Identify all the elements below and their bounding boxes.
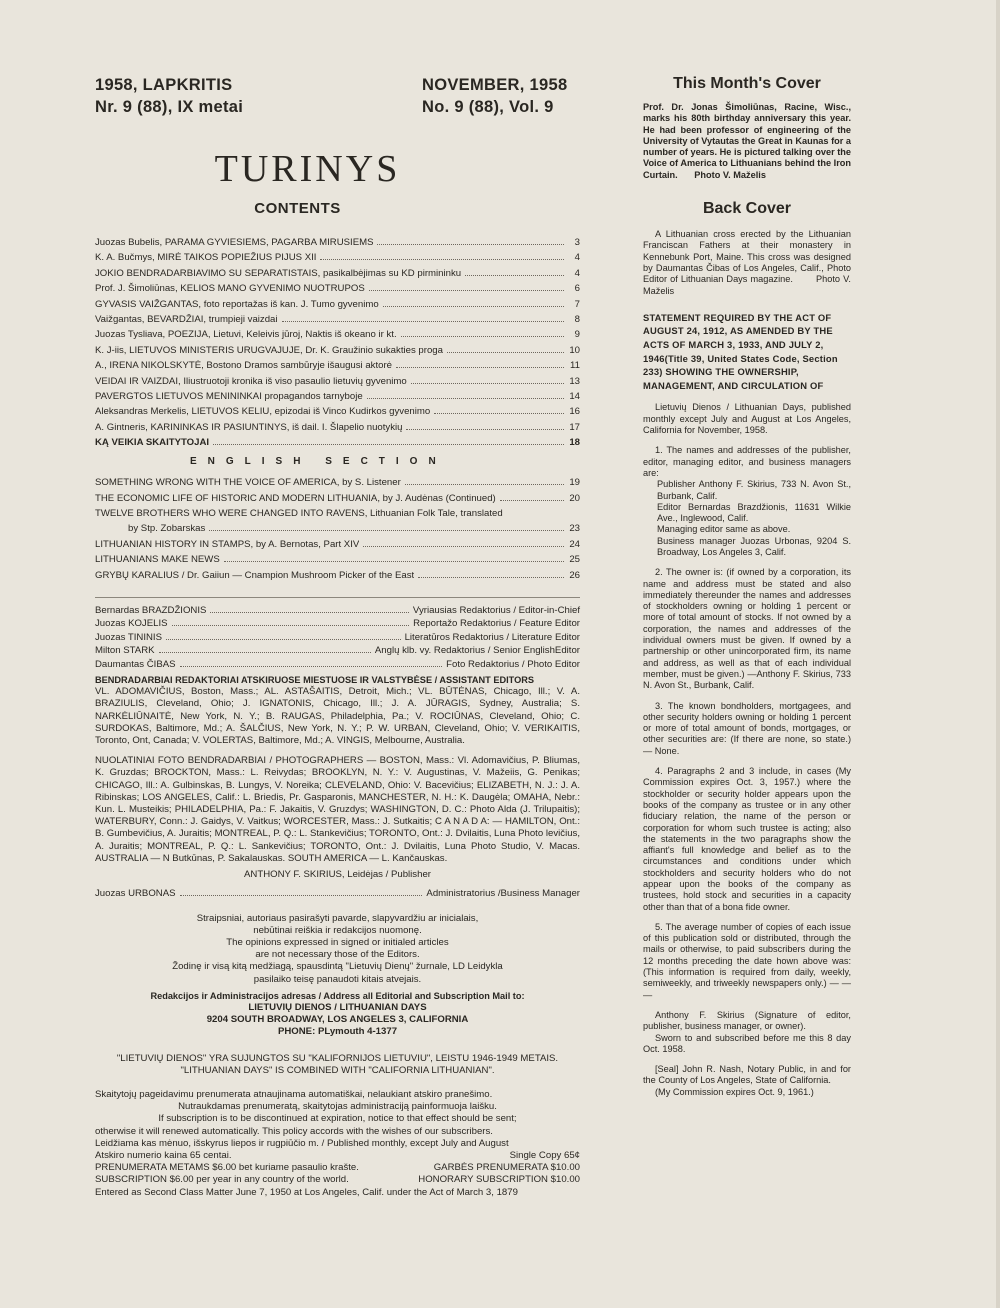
- disclaimer-line: Žodinę ir visą kitą medžiagą, spausdintą "Lietuvių Dienų" žurnale, LD Leidykla: [172, 961, 503, 973]
- staff-row: Daumantas ČIBAS Foto Redaktorius / Photo Editor: [95, 658, 580, 670]
- toc-row[interactable]: GRYBŲ KARALIUS / Dr. Gaiiun — Cnampion Mushroom Picker of the East 26: [95, 569, 580, 581]
- subscription-line: Nutraukdamas prenumeratą, skaitytojas administraciją painformuoja laišku.: [178, 1101, 497, 1113]
- toc-row[interactable]: KĄ VEIKIA SKAITYTOJAI 18: [95, 437, 580, 449]
- left-column: [95, 74, 580, 1199]
- toc-row[interactable]: A. Gintneris, KARININKAS IR PASIUNTINYS, iš dail. I. Šlapelio nuotykių 17: [95, 421, 580, 433]
- masthead-lt-issue: Nr. 9 (88), IX metai: [95, 98, 244, 116]
- statement-paragraph: 2. The owner is: (if owned by a corporation, its name and address must be stated and also immediately thereunder the names and addresses of stockholders owning or holding 1 percent or more of total amount of stocks. If not owned by a corporation, the names and addresses of the individual owners must be given. If owned by a partnership or other unincorporated firm, its name and address, as well as that of each individual member, must be given.) —Anthony F. Skirius, 733 N. Avon St., Burbank, Calif.: [643, 567, 851, 691]
- toc-row[interactable]: K. A. Bučmys, MIRĖ TAIKOS POPIEŽIUS PIJUS XII 4: [95, 252, 580, 264]
- cover-credit: Photo V. Maželis: [694, 169, 766, 180]
- statement-seal: [Seal] John R. Nash, Notary Public, in and for the County of Los Angeles, State of California.: [643, 1064, 851, 1086]
- toc-row[interactable]: THE ECONOMIC LIFE OF HISTORIC AND MODERN LITHUANIA, by J. Audėnas (Continued) 20: [95, 492, 580, 504]
- address-line: LIETUVIŲ DIENOS / LITHUANIAN DAYS: [248, 1002, 427, 1014]
- statement-body: [643, 402, 851, 1098]
- photographers-list: — BOSTON, Mass.: Vl. Adomavičius, P. Bliumas, K. Gruzdas; BROCKTON, Mass.: L. Reivydas; BROOKLYN, N. Y.: V. Augustinas, V. Mažeiis, G. Penikas; CHICAGO, Ill.: A. Gulbinskas, B. Lungys, V. Noreika; CLEVELAND, Ohio: V. Bacevičius; ELIZABETH, N. J.: J. A. Ribinskas; LOS ANGELES, Calif.: L. Briedis, Pr. Gasparonis, MANCHESTER, N. H.: K. Daugėla; OMAHA, Nebr.: Kun. L. Musteikis; PHILADELPHIA, Pa.: F. Jakaitis, V. Gruzdys; WASHINGTON, D. C.: Photo Alda (J. Trilupaitis); WATERBURY, Conn.: J. Gaidys, V. Vaitkus; WORCESTER, Mass.: J. Sutkaitis; C A N A D A: — HAMILTON, Ont.: B. Gumbevičius, A. Juraitis; MONTREAL, P. Q.: L. Stankevičius; TORONTO, Ont.: J. Dvilaitis, Luna Photo levičius, A. Juraitis; MONTREAL, P. Q.: L. Sankevičius; TORONTO, Ont.: J. Dvilaitis, Luna Photo Studio, V. Macas. AUSTRALIA — N Butkūnas, P. Sakalauskas. SOUTH AMERICA — L. Kančauskas.: [95, 755, 580, 864]
- subscription-line: otherwise it will renewed automatically. This policy accords with the wishes of our subscribers.: [95, 1125, 493, 1137]
- statement-signature: Anthony F. Skirius (Signature of editor, publisher, business manager, or owner).: [643, 1009, 851, 1032]
- toc-row[interactable]: by Stp. Zobarskas 23: [128, 523, 580, 535]
- subscription-line: PRENUMERATA METAMS $6.00 bet kuriame pasaulio krašte.: [95, 1162, 359, 1174]
- statement-paragraph: Managing editor same as above.: [657, 524, 791, 535]
- disclaimer-line: The opinions expressed in signed or initialed articles: [226, 937, 449, 949]
- toc-row[interactable]: Vaižgantas, BEVARDŽIAI, trumpieji vaizdai 8: [95, 314, 580, 326]
- masthead: [95, 74, 580, 120]
- publisher-line: ANTHONY F. SKIRIUS, Leidėjas / Publisher: [244, 869, 431, 881]
- toc-row[interactable]: K. J-iis, LIETUVOS MINISTERIS URUGVAJUJE, Dr. K. Graužinio sukakties proga 10: [95, 344, 580, 356]
- subscription-info: [95, 1089, 580, 1199]
- statement-paragraph: Editor Bernardas Brazdžionis, 11631 Wilkie Ave., Inglewood, Calif.: [657, 501, 851, 524]
- statement-paragraph: 1. The names and addresses of the publisher, editor, managing editor, and business managers are:: [643, 445, 851, 478]
- toc-row[interactable]: LITHUANIAN HISTORY IN STAMPS, by A. Bernotas, Part XIV 24: [95, 538, 580, 550]
- toc-row[interactable]: JOKIO BENDRADARBIAVIMO SU SEPARATISTAIS, pasikalbėjimas su KD pirmininku 4: [95, 267, 580, 279]
- subscription-line: SUBSCRIPTION $6.00 per year in any country of the world.: [95, 1174, 349, 1186]
- statement-paragraph: Business manager Juozas Urbonas, 9204 S. Broadway, Los Angeles 3, Calif.: [657, 535, 851, 557]
- cover-heading: This Month's Cover: [673, 75, 821, 92]
- disclaimer: [95, 913, 580, 986]
- right-column: [643, 74, 851, 1098]
- english-section-heading: ENGLISH SECTION: [190, 455, 447, 467]
- back-cover-description: [643, 229, 851, 297]
- statement-heading: STATEMENT REQUIRED BY THE ACT OF AUGUST 24, 1912, AS AMENDED BY THE ACTS OF MARCH 3, 1933, AND JULY 2, 1946(Title 39, United States Code, Section 233) SHOWING THE OWNERSHIP, MANAGEMENT, AND CIRCULATION OF: [643, 311, 838, 391]
- subscription-line: GARBĖS PRENUMERATA $10.00: [433, 1162, 580, 1174]
- statement-paragraph: Publisher Anthony F. Skirius, 733 N. Avon St., Burbank, Calif.: [657, 479, 851, 501]
- disclaimer-line: are not necessary those of the Editors.: [255, 949, 420, 961]
- address-line: 9204 SOUTH BROADWAY, LOS ANGELES 3, CALIFORNIA: [206, 1014, 469, 1026]
- editorial-staff: [95, 604, 580, 671]
- staff-row: Juozas TININIS Literatūros Redaktorius / Literature Editor: [95, 631, 580, 643]
- subscription-line: Single Copy 65¢: [509, 1150, 580, 1162]
- merge-line: "LIETUVIŲ DIENOS" YRA SUJUNGTOS SU "KALIFORNIJOS LIETUVIU", LEISTU 1946-1949 METAIS.: [116, 1052, 559, 1064]
- toc-row[interactable]: VEIDAI IR VAIZDAI, Iliustruotoji kronika iš viso pasaulio lietuvių gyvenimo 13: [95, 375, 580, 387]
- back-cover-credit: Photo V. Maželis: [643, 274, 851, 296]
- cover-description: [643, 102, 851, 181]
- page-title: TURINYS: [214, 148, 401, 190]
- toc-row[interactable]: TWELVE BROTHERS WHO WERE CHANGED INTO RAVENS, Lithuanian Folk Tale, translated: [95, 507, 503, 519]
- business-manager: [95, 887, 580, 900]
- statement-paragraph: 4. Paragraphs 2 and 3 include, in cases (My Commission expires Oct. 3, 1957.) where the stockholder or security holder appears upon the books of the company as trustee or in any other fiduciary relation, the name of the person or corporation for whom such trustee is acting; also the statements in the two paragraphs show the affiant's full knowledge and belief as to the circumstances and conditions under which stockholders and security holders who do not appear upon the books of the company as trustees, hold stock and securities in a capacity other than that of a bona fide owner.: [643, 766, 851, 912]
- back-cover-text: A Lithuanian cross erected by the Lithuanian Franciscan Fathers at their monastery in Kennebunk Port, Maine. This cross was designed by Daumantas Čibas of Los Angeles, Calif., Photo Editor of Lithuanian Days magazine.: [643, 229, 851, 285]
- merge-line: "LITHUANIAN DAYS" IS COMBINED WITH "CALIFORNIA LITHUANIAN".: [180, 1064, 495, 1076]
- back-cover-heading: Back Cover: [702, 200, 792, 218]
- subscription-line: Skaitytojų pageidavimu prenumerata atnaujinama automatiškai, nelaukiant atskiro pranešimo.: [95, 1089, 493, 1101]
- merge-notice: [95, 1053, 580, 1077]
- toc-row[interactable]: Juozas Tysliava, POEZIJA, Lietuvi, Keleivis jūroj, Naktis iš okeano ir kt. 9: [95, 329, 580, 341]
- subscription-line: Entered as Second Class Matter June 7, 1950 at Los Angeles, Calif. under the Act of March 3, 1879: [95, 1186, 518, 1198]
- toc-row[interactable]: LITHUANIANS MAKE NEWS 25: [95, 554, 580, 566]
- masthead-en-date: NOVEMBER, 1958: [422, 76, 568, 94]
- staff-row: Juozas URBONAS Administratorius /Business Manager: [95, 888, 580, 900]
- phone-line: PHONE: PLymouth 4-1377: [277, 1026, 398, 1038]
- staff-row: Juozas KOJELIS Reportažo Redaktorius / Feature Editor: [95, 618, 580, 630]
- masthead-lt-date: 1958, LAPKRITIS: [95, 76, 233, 94]
- statement-commission: (My Commission expires Oct. 9, 1961.): [655, 1086, 814, 1097]
- statement-paragraph: 3. The known bondholders, mortgagees, and other security holders owning or holding 1 percent or more of total amount of bonds, mortgages, or other securities are: (If there are none, so state.) — None.: [643, 700, 851, 756]
- table-of-contents: [95, 235, 580, 583]
- staff-row: Milton STARK Anglų klb. vy. Redaktorius / Senior EnglishEditor: [95, 645, 580, 657]
- toc-row[interactable]: Aleksandras Merkelis, LIETUVOS KELIU, epizodai iš Vinco Kudirkos gyvenimo 16: [95, 406, 580, 418]
- statement-paragraph: 5. The average number of copies of each issue of this publication sold or distributed, through the mails or otherwise, to paid subscribers during the 12 months preceding the date hown above was: (This information is required from daily, weekly, semiweekly, and triweekly newspapers only.) — — —: [643, 921, 851, 1000]
- subscription-line: Atskiro numerio kaina 65 centai.: [95, 1150, 232, 1162]
- staff-row: Bernardas BRAZDŽIONIS Vyriausias Redaktorius / Editor-in-Chief: [95, 604, 580, 616]
- toc-row[interactable]: SOMETHING WRONG WITH THE VOICE OF AMERICA, by S. Listener 19: [95, 477, 580, 489]
- disclaimer-line: Straipsniai, autoriaus pasirašyti pavarde, slapyvardžiu ar inicialais,: [196, 912, 479, 924]
- assistant-editors: [95, 674, 580, 747]
- toc-row[interactable]: A., IRENA NIKOLSKYTĖ, Bostono Dramos sambūryje išaugusi aktorė 11: [95, 360, 580, 372]
- disclaimer-line: pasilaiko teisę panaudoti kitais atvejais.: [253, 973, 422, 985]
- page-subtitle: CONTENTS: [254, 200, 341, 217]
- divider: [95, 597, 580, 598]
- subscription-line: If subscription is to be discontinued at expiration, notice to that effect should be sent;: [158, 1113, 517, 1125]
- photographers-heading: NUOLATINIAI FOTO BENDRADARBIAI / PHOTOGRAPHERS: [95, 755, 364, 767]
- subscription-line: Leidžiama kas mėnuo, išskyrus liepos ir rugpiūčio m. / Published monthly, except July and August: [95, 1137, 509, 1149]
- photographers: [95, 755, 580, 865]
- statement-paragraph: Lietuvių Dienos / Lithuanian Days, published monthly except July and August at Los Angeles, California for November, 1958.: [643, 402, 851, 436]
- toc-row[interactable]: Prof. J. Šimoliūnas, KELIOS MANO GYVENIMO NUOTRUPOS 6: [95, 283, 580, 295]
- page-edge: [996, 0, 1000, 1308]
- statement-sworn: Sworn to and subscribed before me this 8 day Oct. 1958.: [643, 1032, 851, 1054]
- disclaimer-line: nebūtinai reiškia ir redakcijos nuomonę.: [253, 924, 422, 936]
- address-block: [95, 990, 580, 1039]
- toc-row[interactable]: PAVERGTOS LIETUVOS MENININKAI propagandos tarnyboje 14: [95, 391, 580, 403]
- masthead-en-issue: No. 9 (88), Vol. 9: [422, 98, 554, 116]
- assistant-editors-heading: BENDRADARBIAI REDAKTORIAI ATSKIRUOSE MIESTUOSE IR VALSTYBĖSE / ASSISTANT EDITORS: [95, 674, 534, 685]
- assistant-editors-list: VL. ADOMAVIČIUS, Boston, Mass.; AL. ASTAŠAITIS, Detroit, Mich.; VL. BŪTĖNAS, Chicago, Ill.; V. A. BRAZIULIS, Cleveland, Ohio; J. IGNATONIS, Chicago, Ill.; J. A. JŪRAGIS, Sydney, Australia; S. NARKĖLIŪNAITĖ, New York, N. Y.; B. RAUGAS, Philadelphia, Pa.; V. ROCIŪNAS, Cleveland, Ohio; C. SURDOKAS, Baltimore, Md.; A. ŠALČIUS, New York, N. Y.; P. W. URBAN, Cleveland, Ohio; V. VERIKAITIS, Toronto, Ont, Canada; V. VOLERTAS, Baltimore, Md.; A. VINGIS, Melbourne, Australia.: [95, 686, 580, 746]
- toc-row[interactable]: Juozas Bubelis, PARAMA GYVIESIEMS, PAGARBA MIRUSIEMS 3: [95, 237, 580, 248]
- address-heading: Redakcijos ir Administracijos adresas / Address all Editorial and Subscription Mail to:: [150, 990, 525, 1001]
- cover-text: Prof. Dr. Jonas Šimoliūnas, Racine, Wisc., marks his 80th birthday anniversary this year. He had been professor of engineering of the University of Vytautas the Great in Kaunas for a number of years. He is pictured talking over the Voice of America to Lithuanians behind the Iron Curtain.: [643, 102, 851, 180]
- toc-row[interactable]: GYVASIS VAIŽGANTAS, foto reportažas iš kan. J. Tumo gyvenimo 7: [95, 298, 580, 310]
- subscription-line: HONORARY SUBSCRIPTION $10.00: [418, 1174, 580, 1186]
